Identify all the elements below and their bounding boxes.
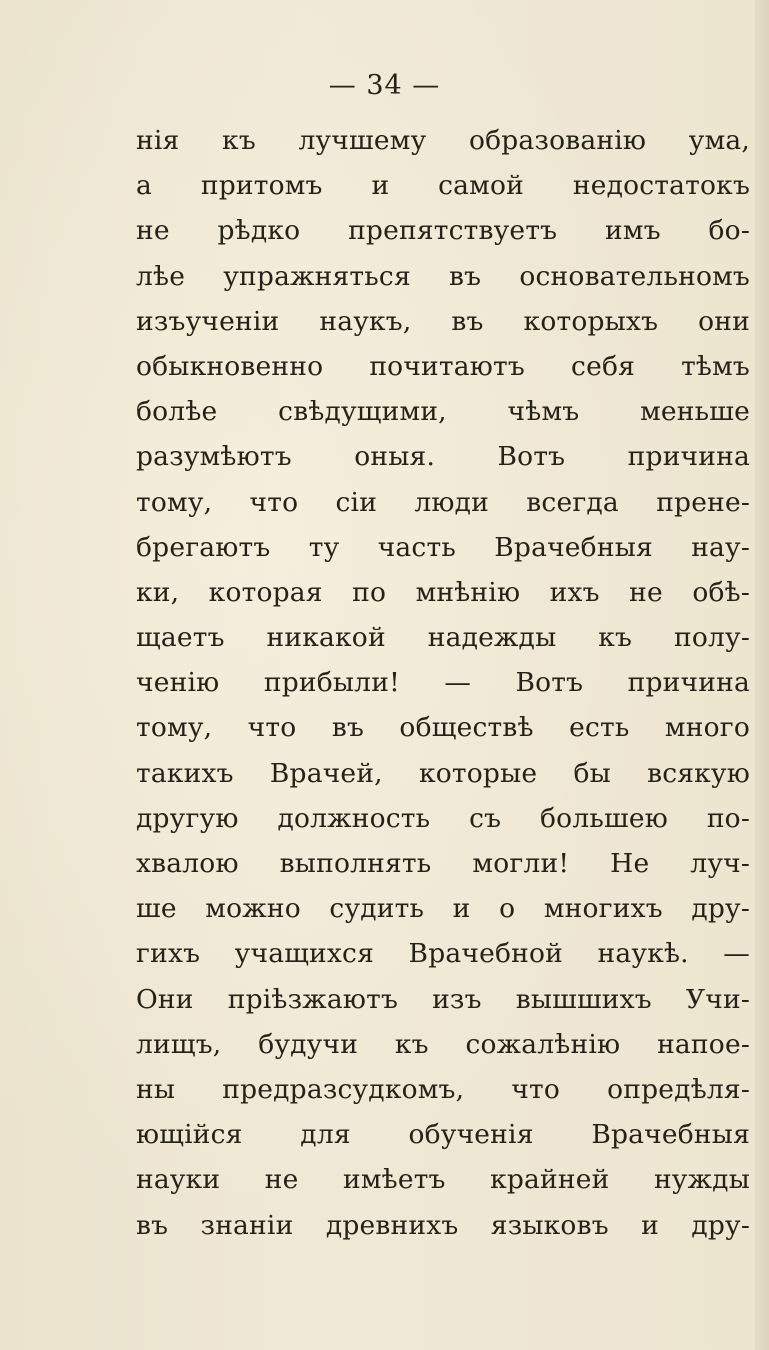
text-line: не рѣдко препятствуетъ имъ бо- (136, 215, 750, 247)
text-line: тому, что въ обществѣ есть много (136, 712, 750, 744)
text-line: тому, что сіи люди всегда прене- (136, 486, 750, 518)
text-line: лѣе упражняться въ основательномъ (136, 260, 750, 292)
text-line: разумѣютъ оныя. Вотъ причина (136, 441, 750, 473)
text-line: другую должность съ большею по- (136, 802, 750, 834)
text-line: болѣе свѣдущими, чѣмъ меньше (136, 396, 750, 428)
text-line: хвалою выполнять могли! Не луч- (136, 848, 750, 879)
text-line: лищъ, будучи къ сожалѣнію напое- (136, 1028, 750, 1060)
text-line: брегаютъ ту часть Врачебныя нау- (136, 531, 750, 563)
body-text (136, 118, 750, 1248)
text-line: обыкновенно почитаютъ себя тѣмъ (136, 350, 750, 382)
text-line: науки не имѣетъ крайней нужды (136, 1164, 750, 1196)
text-line: ше можно судить и о многихъ дру- (136, 893, 750, 925)
text-line: щаетъ никакой надежды къ полу- (136, 622, 750, 654)
page-edge (755, 0, 769, 1350)
text-line: Они пріѣзжаютъ изъ вышшихъ Учи- (136, 983, 750, 1015)
text-line: нія къ лучшему образованію ума, (136, 125, 750, 156)
text-line: а притомъ и самой недостатокъ (136, 170, 750, 202)
text-line: ющійся для обученія Врачебныя (136, 1119, 750, 1151)
text-line: такихъ Врачей, которые бы всякую (136, 757, 750, 789)
text-line: изъученіи наукъ, въ которыхъ они (136, 305, 750, 337)
text-line: въ знаніи древнихъ языковъ и дру- (136, 1209, 750, 1241)
text-line: гихъ учащихся Врачебной наукѣ. — (136, 938, 750, 970)
text-line: ченію прибыли! — Вотъ причина (136, 667, 750, 699)
text-line: ны предразсудкомъ, что опредѣля- (136, 1073, 750, 1105)
page-number: — 34 — (328, 70, 441, 101)
text-line: ки, которая по мнѣнію ихъ не обѣ- (136, 576, 750, 608)
